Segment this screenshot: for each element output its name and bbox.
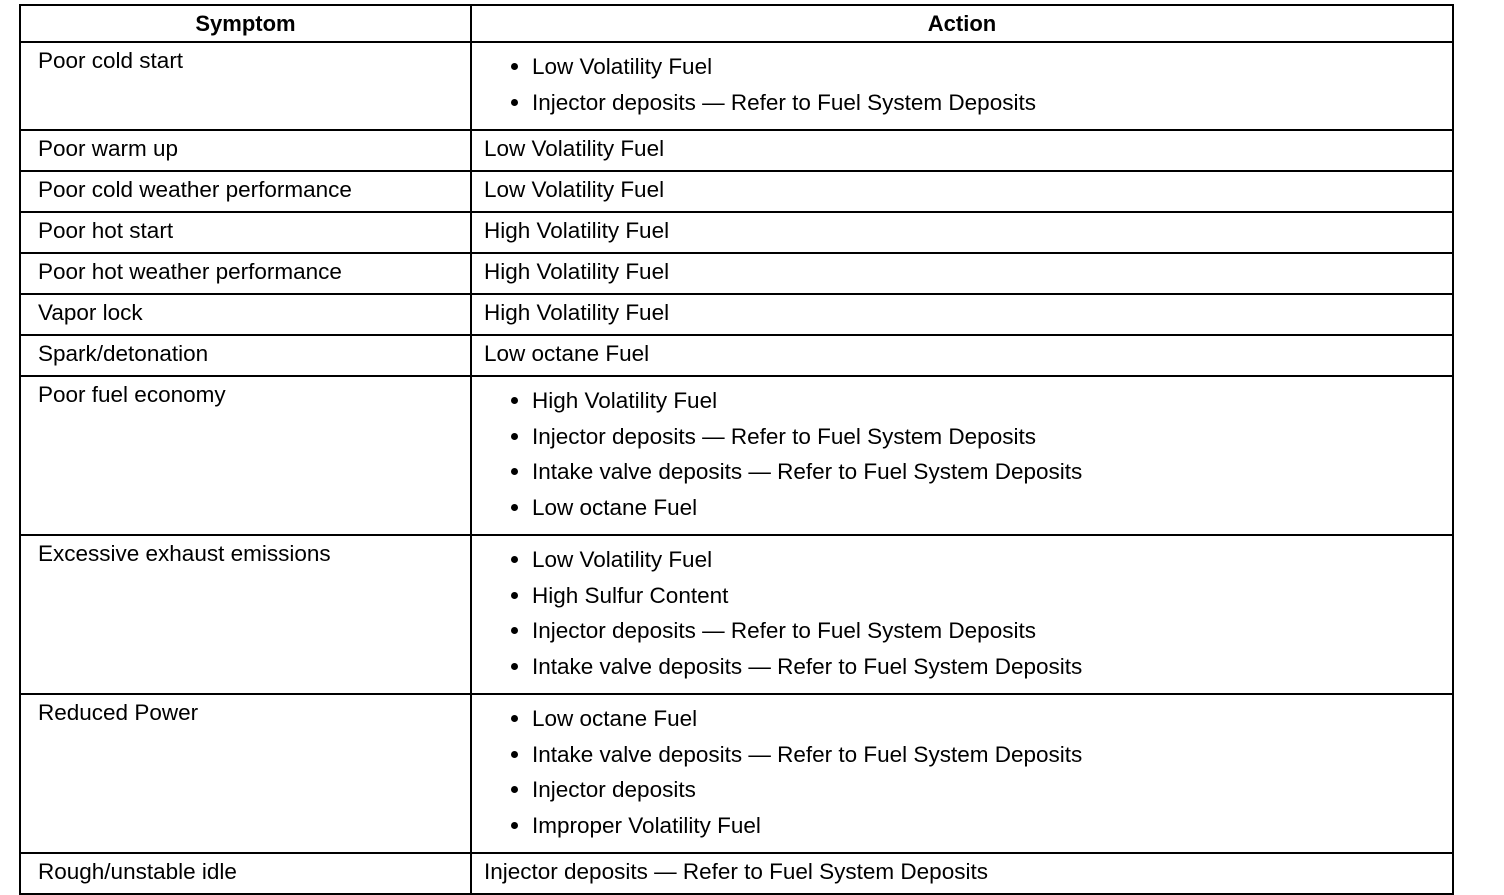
action-list-item: Low Volatility Fuel <box>508 547 1442 583</box>
action-list-item: Low octane Fuel <box>508 706 1442 742</box>
action-cell: Low octane Fuel <box>471 335 1453 376</box>
table-row <box>20 694 1453 853</box>
action-cell <box>471 535 1453 694</box>
table-row <box>20 212 1453 253</box>
table-row <box>20 253 1453 294</box>
symptom-cell: Reduced Power <box>20 694 471 853</box>
action-list-item: Intake valve deposits — Refer to Fuel System Deposits <box>508 742 1442 778</box>
action-list <box>472 54 1442 125</box>
table-row <box>20 535 1453 694</box>
action-list-item: Low octane Fuel <box>508 495 1442 531</box>
action-list-item: Improper Volatility Fuel <box>508 813 1442 849</box>
action-list-item: High Sulfur Content <box>508 583 1442 619</box>
table-row <box>20 171 1453 212</box>
action-cell <box>471 42 1453 130</box>
symptom-cell: Rough/unstable idle <box>20 853 471 894</box>
action-list-item: Injector deposits <box>508 777 1442 813</box>
action-list-item: Low Volatility Fuel <box>508 54 1442 90</box>
action-cell: High Volatility Fuel <box>471 212 1453 253</box>
action-list-item: Injector deposits — Refer to Fuel System Deposits <box>508 618 1442 654</box>
table-row <box>20 335 1453 376</box>
action-cell: High Volatility Fuel <box>471 253 1453 294</box>
fuel-diagnosis-table <box>19 4 1454 895</box>
action-cell: Low Volatility Fuel <box>471 130 1453 171</box>
symptom-column-header: Symptom <box>20 5 471 42</box>
table-row <box>20 42 1453 130</box>
action-list <box>472 388 1442 530</box>
symptom-cell: Vapor lock <box>20 294 471 335</box>
symptom-cell: Excessive exhaust emissions <box>20 535 471 694</box>
action-cell: Injector deposits — Refer to Fuel System Deposits <box>471 853 1453 894</box>
action-cell <box>471 376 1453 535</box>
action-list-item: High Volatility Fuel <box>508 388 1442 424</box>
table-row <box>20 376 1453 535</box>
symptom-cell: Poor cold weather performance <box>20 171 471 212</box>
symptom-cell: Poor hot weather performance <box>20 253 471 294</box>
symptom-cell: Poor warm up <box>20 130 471 171</box>
action-cell <box>471 694 1453 853</box>
symptom-cell: Spark/detonation <box>20 335 471 376</box>
table-row <box>20 294 1453 335</box>
symptom-cell: Poor fuel economy <box>20 376 471 535</box>
action-cell: Low Volatility Fuel <box>471 171 1453 212</box>
action-column-header: Action <box>471 5 1453 42</box>
symptom-cell: Poor cold start <box>20 42 471 130</box>
action-list-item: Intake valve deposits — Refer to Fuel System Deposits <box>508 459 1442 495</box>
symptom-cell: Poor hot start <box>20 212 471 253</box>
action-cell: High Volatility Fuel <box>471 294 1453 335</box>
action-list-item: Injector deposits — Refer to Fuel System Deposits <box>508 90 1442 126</box>
action-list-item: Intake valve deposits — Refer to Fuel System Deposits <box>508 654 1442 690</box>
table-row <box>20 853 1453 894</box>
table-header-row <box>20 5 1453 42</box>
table-row <box>20 130 1453 171</box>
action-list <box>472 547 1442 689</box>
action-list-item: Injector deposits — Refer to Fuel System Deposits <box>508 424 1442 460</box>
action-list <box>472 706 1442 848</box>
